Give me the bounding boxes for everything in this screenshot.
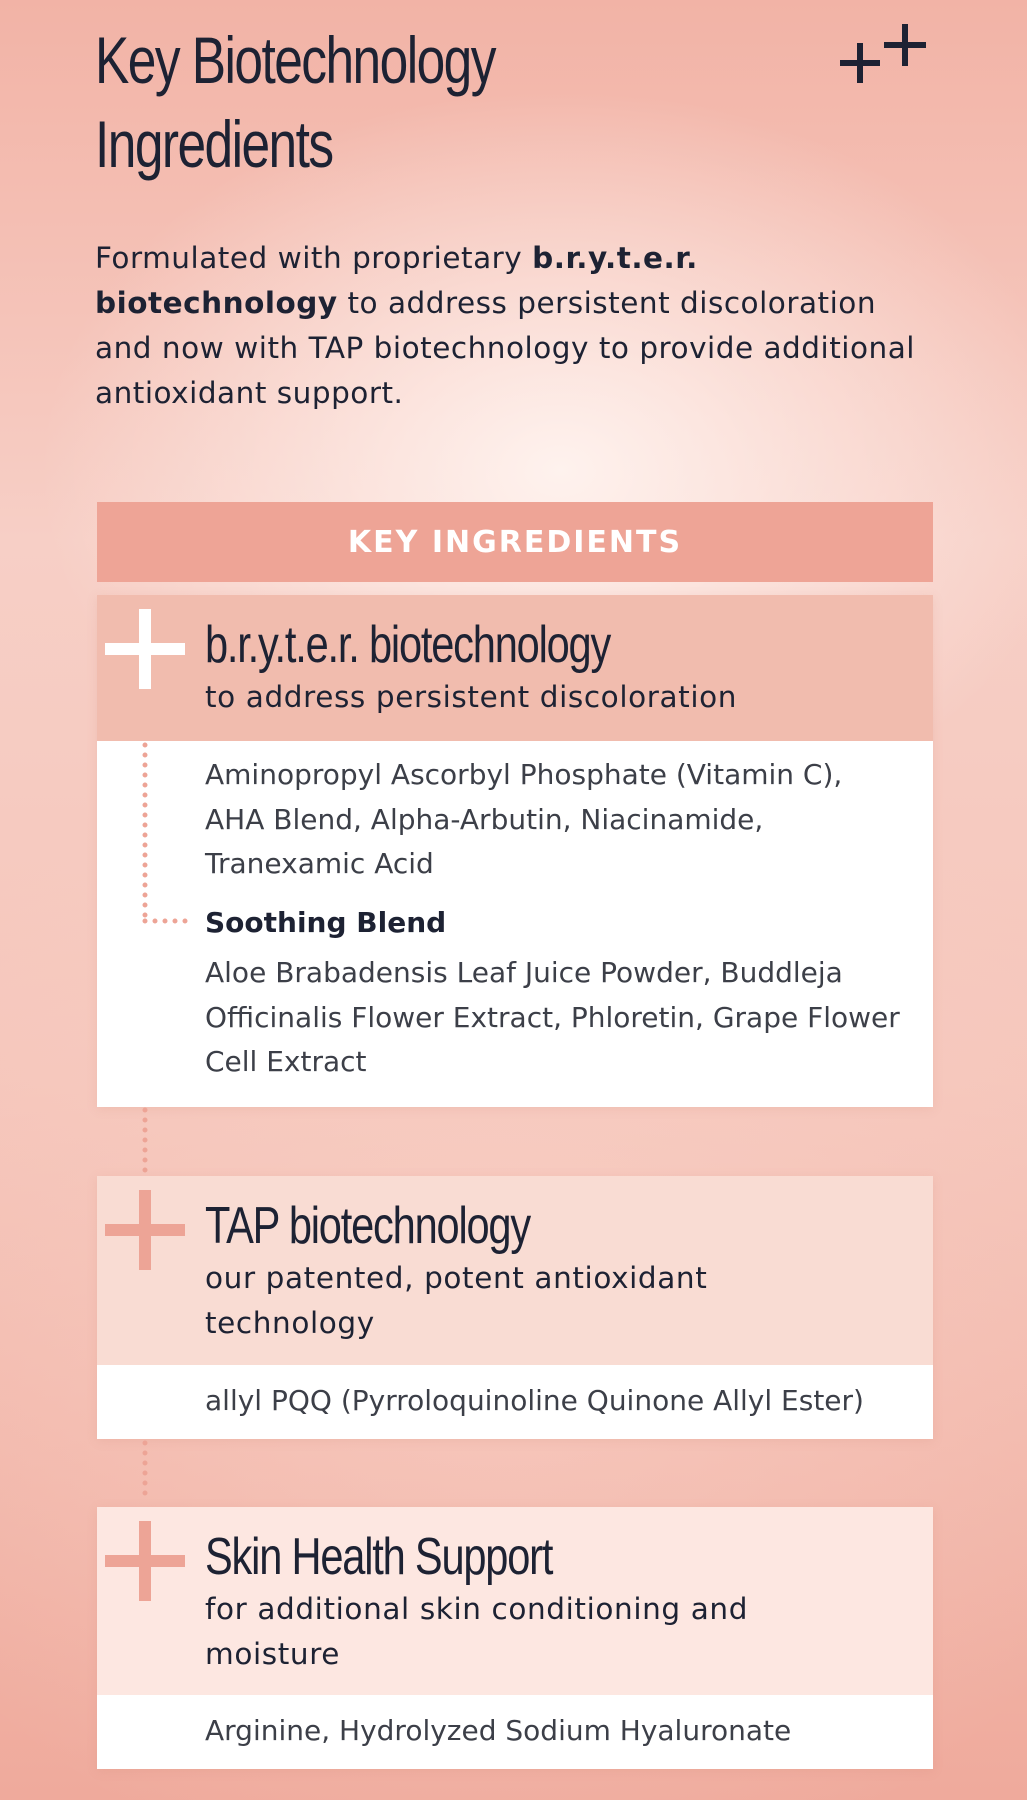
key-ingredients-header [97,502,933,582]
ingredient-card-skin-health [97,1507,933,1769]
intro-bold-brand: b.r.y.t.e.r. biotechnology [95,241,698,320]
page-title-line2: Ingredients [95,107,333,181]
section-header [97,1176,933,1365]
intro-text-2: to address persistent discoloration and now with TAP biotechnology to provide additional antioxidant support. [95,286,915,410]
ingredient-card-bryter [97,595,933,1107]
ingredient-list: Arginine, Hydrolyzed Sodium Hyaluronate [205,1714,792,1747]
section-subtitle: for additional skin conditioning and moisture [205,1592,749,1671]
intro-text-1: Formulated with proprietary [95,241,533,275]
section-title: TAP biotechnology [205,1197,530,1255]
section-header [97,595,933,741]
section-title: b.r.y.t.e.r. biotechnology [205,616,611,674]
section-subtitle: our patented, potent antioxidant technology [205,1261,708,1340]
section-body [97,1695,933,1769]
section-body [97,741,933,1107]
plus-icon [105,1190,185,1270]
blend-ingredient-list: Aloe Brabadensis Leaf Juice Powder, Buddleja Officinalis Flower Extract, Phloretin, Grape Flower Cell Extract [205,956,900,1078]
section-header [97,1507,933,1695]
plus-icon [105,1521,185,1601]
connector-dots [141,1106,153,1176]
ingredient-card-tap [97,1176,933,1439]
double-plus-icon [840,22,930,86]
page-title-line1: Key Biotechnology [95,23,495,97]
page-title [95,18,563,186]
section-subtitle: to address persistent discoloration [205,680,738,714]
key-ingredients-header-label: KEY INGREDIENTS [347,524,683,560]
ingredient-list: allyl PQQ (Pyrroloquinoline Quinone Allyl Ester) [205,1384,864,1417]
ingredient-list: Aminopropyl Ascorbyl Phosphate (Vitamin C), AHA Blend, Alpha-Arbutin, Niacinamide, Tranexamic Acid [205,758,843,880]
blend-label: Soothing Blend [205,906,447,939]
section-title: Skin Health Support [205,1528,553,1586]
section-body [97,1365,933,1439]
connector-dots [141,1439,153,1507]
intro-paragraph [95,236,935,416]
plus-icon [105,609,185,689]
